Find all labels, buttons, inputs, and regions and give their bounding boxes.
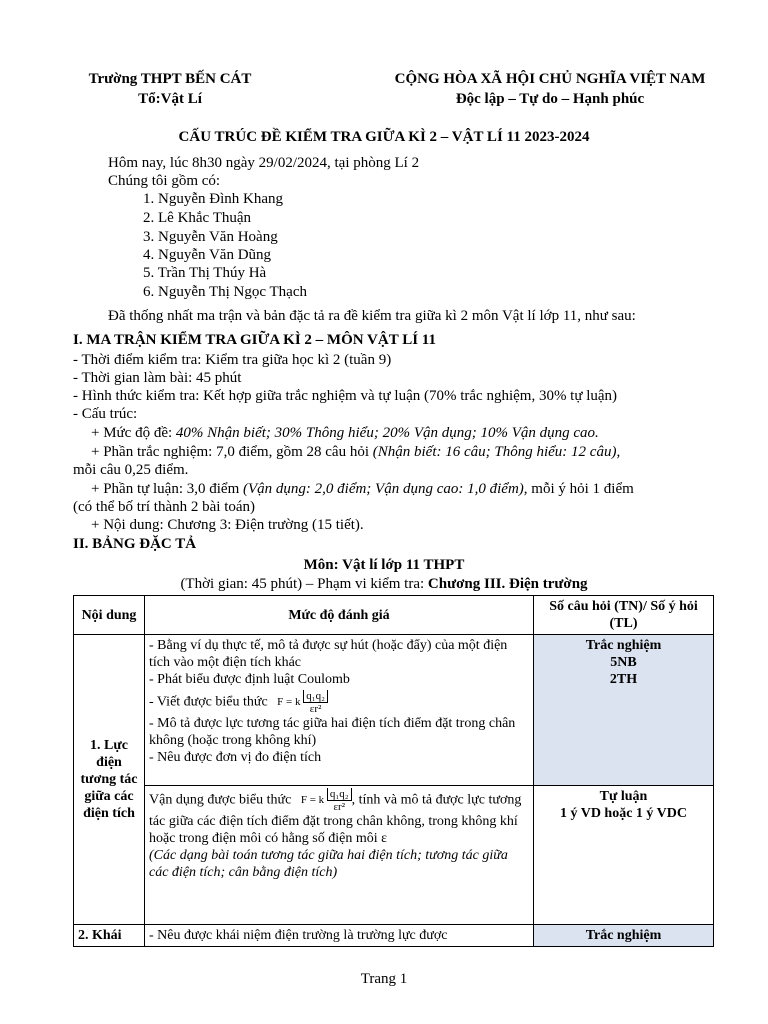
agreement-text: Đã thống nhất ma trận và bản đặc tả ra đề kiểm tra giữa kì 2 môn Vật lí lớp 11, như sau: — [108, 308, 636, 324]
table-row — [74, 635, 714, 786]
member-item: 2. Lê Khắc Thuận — [143, 210, 252, 226]
page-number: Trang 1 — [360, 971, 408, 987]
nation-title: CỘNG HÒA XÃ HỘI CHỦ NGHĨA VIỆT NAM — [394, 71, 706, 87]
member-item: 3. Nguyễn Văn Hoàng — [143, 229, 278, 245]
intro-members-label: Chúng tôi gồm có: — [108, 173, 221, 189]
coulomb-formula — [301, 788, 352, 813]
essay-tail: , mỗi ý hỏi 1 điểm — [523, 481, 634, 497]
formula-denominator: εr² — [303, 702, 328, 715]
formula-numerator: q₁q₂ — [303, 690, 328, 702]
essay-label: + Phần tự luận: 3,0 điểm — [91, 481, 243, 497]
count-nb: 5NB — [610, 655, 637, 670]
application-prefix: Vận dụng được biểu thức — [149, 792, 292, 808]
mc-part — [91, 443, 620, 461]
mc-label: + Phần trắc nghiệm: 7,0 điểm, gồm 28 câu hỏi — [91, 444, 373, 460]
formula-lhs: F = k — [300, 794, 325, 807]
mc-tail: , — [616, 444, 621, 460]
header-count: Số câu hỏi (TN)/ Số ý hỏi (TL) — [534, 596, 714, 635]
essay-part-line2: (có thể bố trí thành 2 bài toán) — [73, 499, 256, 515]
criteria-item: - Mô tả được lực tương tác giữa hai điện tích điểm đặt trong chân không (hoặc trong không khí) — [149, 716, 516, 748]
document-title: CẤU TRÚC ĐỀ KIỂM TRA GIỮA KÌ 2 – VẬT LÍ 11 2023-2024 — [178, 129, 590, 145]
scope-chapter: Chương III. Điện trường — [427, 576, 588, 592]
content-scope: + Nội dung: Chương 3: Điện trường (15 tiết). — [91, 517, 364, 533]
school-name: Trường THPT BẾN CÁT — [88, 71, 252, 87]
member-item: 6. Nguyễn Thị Ngọc Thạch — [143, 284, 307, 300]
member-item: 1. Nguyễn Đình Khang — [143, 191, 283, 207]
difficulty-label: + Mức độ đề: — [91, 425, 176, 441]
criteria-item: - Bằng ví dụ thực tế, mô tả được sự hút (hoặc đẩy) của một điện tích vào một điện tích khác — [149, 638, 508, 670]
section2-heading: II. BẢNG ĐẶC TẢ — [73, 536, 197, 552]
exam-format: - Hình thức kiểm tra: Kết hợp giữa trắc nghiệm và tự luận (70% trắc nghiệm, 30% tự luận) — [73, 388, 618, 404]
formula-denominator: εr² — [327, 800, 352, 813]
difficulty-level — [91, 424, 599, 442]
header-content: Nội dung — [74, 596, 145, 635]
count-type: Tự luận — [599, 789, 648, 804]
criteria-item: - Nêu được đơn vị đo điện tích — [149, 750, 322, 765]
application-suffix: , tính và mô tả được lực tương tác giữa các điện tích điểm đặt trong chân không, trong không khí hoặc trong điện môi có hằng số điện môi ε — [149, 792, 522, 846]
criteria-item-formula — [149, 690, 529, 715]
mc-breakdown: (Nhận biết: 16 câu; Thông hiểu: 12 câu) — [372, 444, 617, 460]
section1-heading: I. MA TRẬN KIỂM TRA GIỮA KÌ 2 – MÔN VẬT LÍ 11 — [73, 332, 436, 348]
count-cell-mc-2: Trắc nghiệm — [534, 925, 714, 947]
exam-duration: - Thời gian làm bài: 45 phút — [73, 370, 242, 386]
essay-part — [91, 480, 634, 498]
intro-line: Hôm nay, lúc 8h30 ngày 29/02/2024, tại phòng Lí 2 — [108, 155, 420, 171]
count-type: Trắc nghiệm — [585, 638, 662, 653]
scope-line — [0, 575, 768, 593]
scope-prefix: (Thời gian: 45 phút) – Phạm vi kiểm tra: — [180, 576, 428, 592]
criteria-cell-recognition — [145, 635, 534, 786]
topic-cell-1: 1. Lực điện tương tác giữa các điện tích — [74, 635, 145, 925]
criteria-item: - Phát biểu được định luật Coulomb — [149, 672, 350, 687]
table-header-row — [74, 596, 714, 635]
member-item: 4. Nguyễn Văn Dũng — [143, 247, 272, 263]
exam-time-point: - Thời điểm kiểm tra: Kiểm tra giữa học kì 2 (tuần 9) — [73, 352, 392, 368]
criteria-cell-field: - Nêu được khái niệm điện trường là trường lực được — [145, 925, 534, 947]
count-cell-essay — [534, 786, 714, 925]
member-item: 5. Trần Thị Thúy Hà — [143, 265, 267, 281]
difficulty-value: 40% Nhận biết; 30% Thông hiểu; 20% Vận dụng; 10% Vận dụng cao. — [175, 425, 599, 441]
count-cell-mc — [534, 635, 714, 786]
topic-cell-2: 2. Khái — [74, 925, 145, 947]
specification-table — [73, 595, 714, 947]
essay-breakdown: (Vận dụng: 2,0 điểm; Vận dụng cao: 1,0 điểm) — [243, 481, 524, 497]
count-th: 2TH — [609, 672, 638, 687]
formula-fraction — [303, 690, 328, 715]
criteria-cell-application — [145, 786, 534, 925]
motto: Độc lập – Tự do – Hạnh phúc — [455, 91, 645, 107]
structure-label: - Cấu trúc: — [73, 406, 138, 422]
count-detail: 1 ý VD hoặc 1 ý VDC — [559, 806, 688, 821]
criteria-item: - Viết được biểu thức — [149, 694, 268, 710]
table-row — [74, 786, 714, 925]
department-name: Tổ:Vật Lí — [138, 91, 202, 107]
coulomb-formula — [277, 690, 328, 715]
formula-numerator: q₁q₂ — [327, 788, 352, 800]
header-level: Mức độ đánh giá — [145, 596, 534, 635]
application-note: (Các dạng bài toán tương tác giữa hai điện tích; tương tác giữa các điện tích; cân bằng điện tích) — [149, 848, 508, 880]
formula-fraction — [327, 788, 352, 813]
mc-part-line2: mỗi câu 0,25 điểm. — [73, 462, 189, 478]
table-row — [74, 925, 714, 947]
subject-title: Môn: Vật lí lớp 11 THPT — [303, 557, 465, 573]
formula-lhs: F = k — [277, 696, 301, 709]
